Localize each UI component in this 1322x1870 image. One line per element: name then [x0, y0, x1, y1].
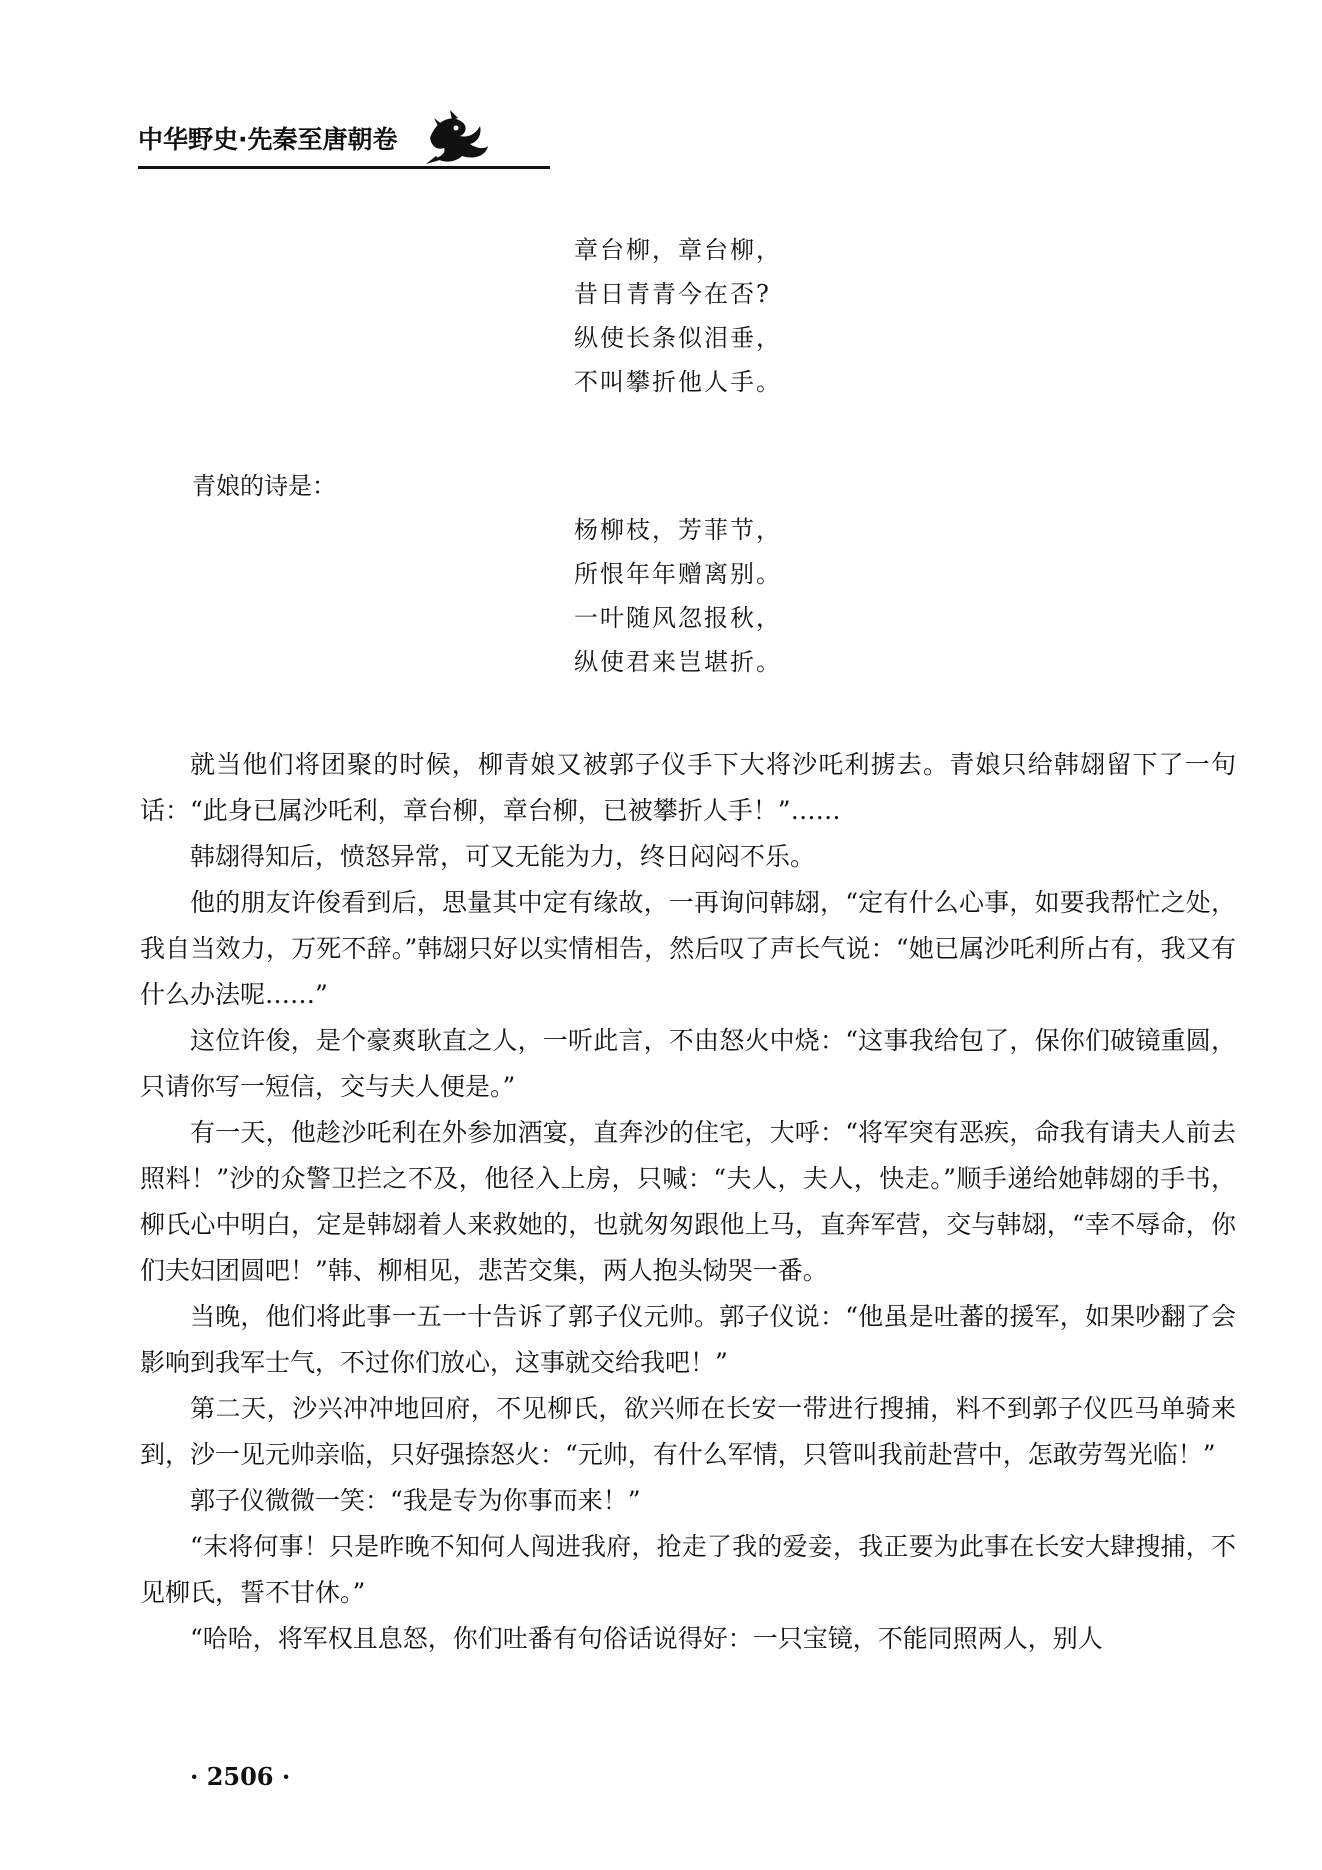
poem-line: 纵使君来岂堪折。: [574, 648, 782, 676]
paragraph: “哈哈，将军权且息怒，你们吐番有句俗话说得好：一只宝镜，不能同照两人，别人: [190, 1624, 1103, 1653]
poem-line: 昔日青青今在否?: [574, 280, 771, 308]
paragraph: 韩翃得知后，愤怒异常，可又无能为力，终日闷闷不乐。: [190, 842, 816, 871]
paragraph: 有一天，他趁沙吒利在外参加酒宴，直奔沙的住宅，大呼：“将军突有恶疾，命我有请夫人前去照料！”沙的众警卫拦之不及，他径入上房，只喊：“夫人，夫人，快走。”顺手递给她韩翃的手书，柳氏心中明白，定是韩翃着人来救她的，也就匆匆跟他上马，直奔军营，交与韩翃，“幸不辱命，你们夫妇团圆吧！”韩、柳相见，悲苦交集，两人抱头恸哭一番。: [140, 1118, 1236, 1285]
poem-yangliu-zhi: [574, 508, 782, 684]
paragraph: 郭子仪微微一笑：“我是专为你事而来！”: [190, 1486, 641, 1515]
body-text: [140, 742, 1236, 1662]
header-rule: [138, 166, 550, 169]
paragraph: 就当他们将团聚的时候，柳青娘又被郭子仪手下大将沙吒利掳去。青娘只给韩翃留下了一句话：“此身已属沙吒利，章台柳，章台柳，已被攀折人手！”……: [140, 750, 1236, 825]
poem-line: 一叶随风忽报秋，: [574, 604, 782, 632]
paragraph: 当晚，他们将此事一五一十告诉了郭子仪元帅。郭子仪说：“他虽是吐蕃的援军，如果吵翻了会影响到我军士气，不过你们放心，这事就交给我吧！”: [140, 1302, 1236, 1377]
running-header: [138, 108, 492, 168]
paragraph: “末将何事！只是昨晚不知何人闯进我府，抢走了我的爱妾，我正要为此事在长安大肆搜捕，不见柳氏，誓不甘休。”: [140, 1532, 1236, 1607]
poem-line: 所恨年年赠离别。: [574, 560, 782, 588]
book-title: 中华野史·先秦至唐朝卷: [138, 125, 398, 154]
poem-line: 杨柳枝，芳菲节，: [574, 516, 782, 544]
poem-line: 不叫攀折他人手。: [574, 368, 782, 396]
dragon-icon: [422, 108, 492, 168]
paragraph: 第二天，沙兴冲冲地回府，不见柳氏，欲兴师在长安一带进行搜捕，料不到郭子仪匹马单骑来到，沙一见元帅亲临，只好强捺怒火：“元帅，有什么军情，只管叫我前赴营中，怎敢劳驾光临！”: [140, 1394, 1236, 1469]
poem-zhangtai-liu: [574, 228, 782, 404]
poem-line: 纵使长条似泪垂，: [574, 324, 782, 352]
poem-line: 章台柳，章台柳，: [574, 236, 782, 264]
page-number: · 2506 ·: [190, 1762, 291, 1791]
paragraph: 这位许俊，是个豪爽耿直之人，一听此言，不由怒火中烧：“这事我给包了，保你们破镜重圆，只请你写一短信，交与夫人便是。”: [140, 1026, 1236, 1101]
poem-intro: 青娘的诗是：: [192, 472, 336, 500]
paragraph: 他的朋友许俊看到后，思量其中定有缘故，一再询问韩翃，“定有什么心事，如要我帮忙之处，我自当效力，万死不辞。”韩翃只好以实情相告，然后叹了声长气说：“她已属沙吒利所占有，我又有什么办法呢……”: [140, 888, 1236, 1009]
